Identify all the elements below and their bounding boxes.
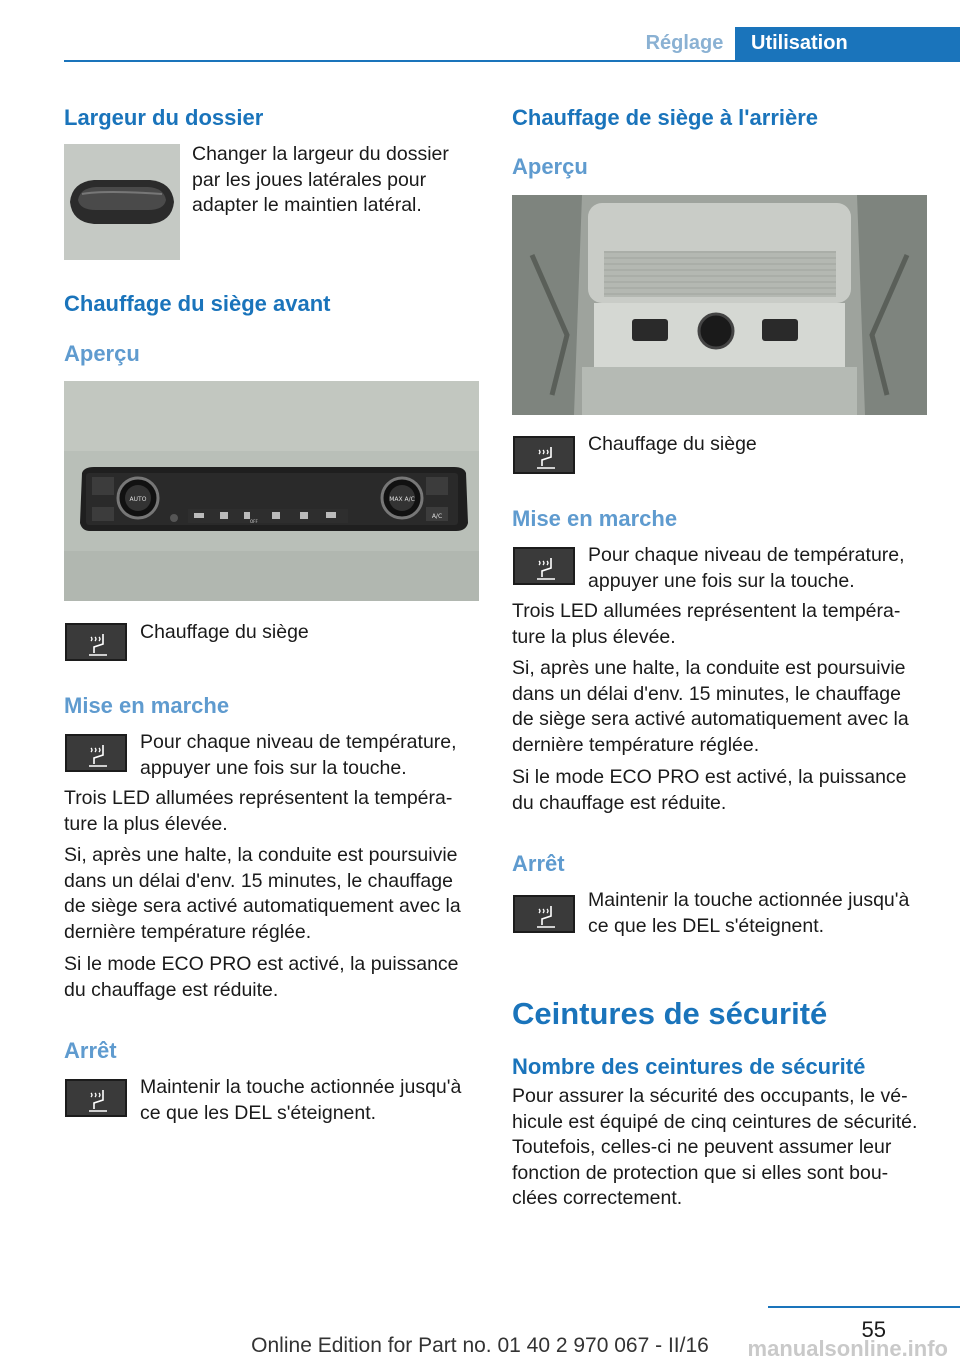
front-climate-panel-photo: [64, 381, 479, 601]
seat-heating-button: [513, 436, 575, 474]
header-rule: [64, 60, 960, 62]
arret-title-right: Arrêt: [512, 851, 565, 876]
chauffage-avant-title: Chauffage du siège avant: [64, 291, 331, 316]
rear-seat-console-photo: [512, 195, 927, 415]
seat-heating-icon: [85, 742, 111, 768]
ceintures-title: Ceintures de sécurité: [512, 996, 828, 1031]
eco-left: Si le mode ECO PRO est activé, la puissance du chauffage est réduite.: [64, 953, 459, 1001]
seat-heating-button: [65, 623, 127, 661]
seat-heating-icon: [533, 444, 559, 470]
halte-left: Si, après une halte, la conduite est poursuivie dans un délai d'env. 15 minutes, le chauffage de siège sera activé automatiquement avec la dernière température réglée.: [64, 844, 461, 943]
trois-led-left: Trois LED allumées représentent la tempéra-ture la plus élevée.: [64, 787, 453, 835]
mise-text-left: Pour chaque niveau de température, appuyer une fois sur la touche.: [140, 731, 457, 779]
mise-title-right: Mise en marche: [512, 506, 678, 531]
panel-ac-label: A/C: [431, 513, 443, 520]
seat-heating-icon: [533, 555, 559, 581]
trois-led-right: Trois LED allumées représentent la tempéra-ture la plus élevée.: [512, 600, 901, 648]
seat-heating-icon: [85, 1087, 111, 1113]
largeur-title: Largeur du dossier: [64, 105, 264, 130]
seat-heating-icon: [85, 631, 111, 657]
arret-text-right: Maintenir la touche actionnée jusqu'à ce que les DEL s'éteignent.: [588, 889, 910, 937]
edition-footer: Online Edition for Part no. 01 40 2 970 067 - II/16: [251, 1334, 709, 1357]
seat-heating-button: [513, 547, 575, 585]
apercu-left: Aperçu: [64, 341, 140, 366]
backrest-width-button-photo: [64, 144, 180, 260]
panel-auto-label: AUTO: [129, 496, 147, 503]
seat-heating-button: [65, 734, 127, 772]
footer-rule: [768, 1306, 960, 1308]
seat-heating-icon: [533, 903, 559, 929]
tab-reglage[interactable]: Réglage: [645, 32, 724, 54]
watermark: manualsonline.info: [747, 1336, 948, 1361]
header-tabs: [634, 27, 960, 60]
page-number: 55: [861, 1317, 886, 1342]
seat-heating-button: [65, 1079, 127, 1117]
mise-title-left: Mise en marche: [64, 693, 230, 718]
largeur-text: Changer la largeur du dossier par les joues latérales pour adapter le maintien latéral.: [192, 143, 449, 216]
arret-title-left: Arrêt: [64, 1038, 117, 1063]
tab-utilisation[interactable]: Utilisation: [735, 27, 960, 60]
seat-heating-button: [513, 895, 575, 933]
halte-right: Si, après une halte, la conduite est poursuivie dans un délai d'env. 15 minutes, le chauffage de siège sera activé automatiquement avec la dernière température réglée.: [512, 657, 909, 756]
arret-text-left: Maintenir la touche actionnée jusqu'à ce que les DEL s'éteignent.: [140, 1076, 462, 1124]
eco-right: Si le mode ECO PRO est activé, la puissance du chauffage est réduite.: [512, 766, 907, 814]
chauffage-arriere-title: Chauffage de siège à l'arrière: [512, 105, 819, 130]
nombre-text: Pour assurer la sécurité des occupants, le vé-hicule est équipé de cinq ceintures de sécurité. Toutefois, celles-ci ne peuvent assumer leur fonction de protection que si elles sont bou-clées correctement.: [512, 1085, 918, 1209]
nombre-title: Nombre des ceintures de sécurité: [512, 1054, 866, 1079]
panel-max-ac-label: MAX A/C: [389, 496, 415, 503]
icon-caption-right: Chauffage du siège: [588, 433, 757, 455]
mise-text-right: Pour chaque niveau de température, appuyer une fois sur la touche.: [588, 544, 905, 592]
icon-caption-left: Chauffage du siège: [140, 621, 309, 643]
apercu-right: Aperçu: [512, 154, 588, 179]
panel-off-label: OFF: [250, 519, 258, 524]
